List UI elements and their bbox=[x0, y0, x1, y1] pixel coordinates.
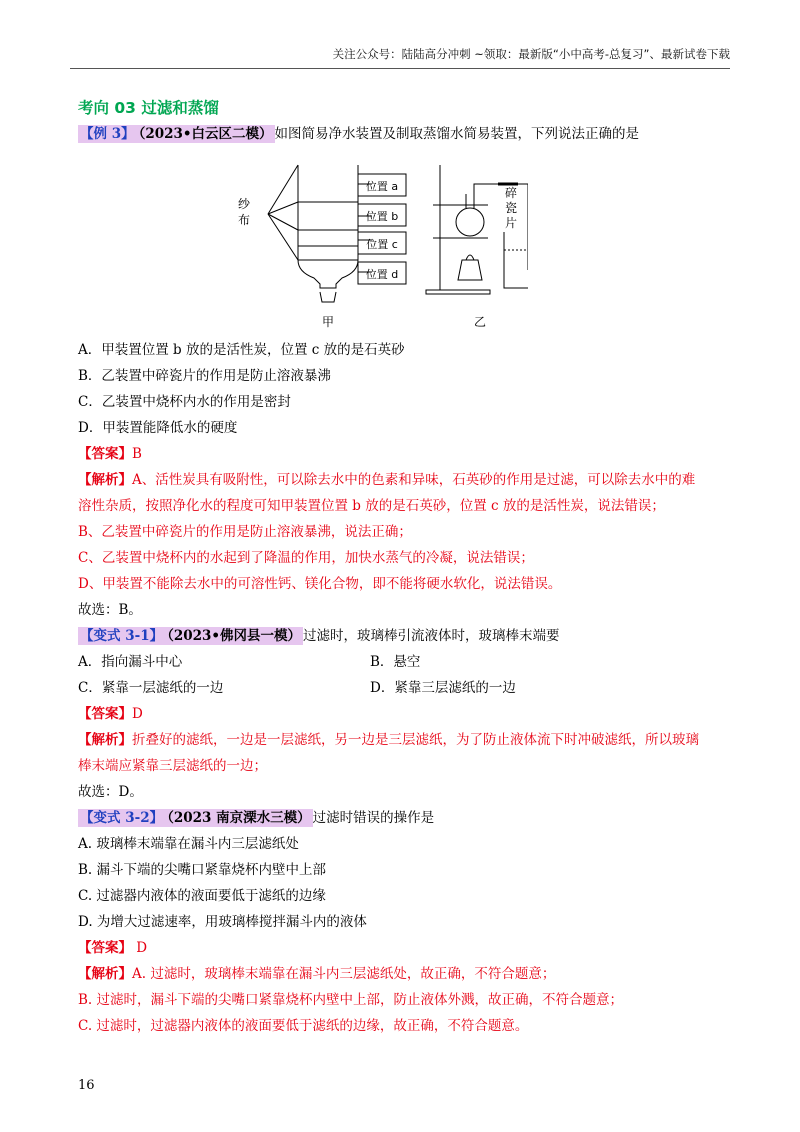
variant2-option-d: D. 为增大过滤速率，用玻璃棒搅拌漏斗内的液体 bbox=[78, 914, 367, 930]
position-a-label: 位置 a bbox=[365, 180, 399, 193]
analysis-label: 【解析】 bbox=[78, 732, 132, 748]
apparatus-figure bbox=[228, 160, 528, 330]
variant1-answer bbox=[78, 704, 143, 724]
answer-label: 【答案】 bbox=[78, 446, 132, 462]
variant1-question bbox=[78, 626, 560, 646]
variant1-question-text: 过滤时，玻璃棒引流液体时，玻璃棒末端要 bbox=[303, 628, 560, 644]
example-tag: 【例 3】 bbox=[80, 126, 135, 142]
example-analysis-line-5: D、甲装置不能除去水中的可溶性钙、镁化合物，即不能将硬水软化，说法错误。 bbox=[78, 576, 562, 592]
variant2-option-a: A. 玻璃棒末端靠在漏斗内三层滤纸处 bbox=[78, 836, 299, 852]
analysis-text: 折叠好的滤纸，一边是一层滤纸，另一边是三层滤纸，为了防止液体流下时冲破滤纸，所以玻璃 bbox=[132, 732, 699, 748]
variant2-analysis-line-3: C. 过滤时，过滤器内液体的液面要低于滤纸的边缘，故正确，不符合题意。 bbox=[78, 1018, 529, 1034]
example-option-b: B．乙装置中碎瓷片的作用是防止溶液暴沸 bbox=[78, 368, 331, 384]
page-number: 16 bbox=[78, 1078, 95, 1093]
example-option-c: C．乙装置中烧杯内水的作用是密封 bbox=[78, 394, 291, 410]
yi-label: 乙 bbox=[473, 315, 487, 329]
variant1-analysis-line-1 bbox=[78, 730, 699, 750]
example-question-text: 如图简易净水装置及制取蒸馏水简易装置，下列说法正确的是 bbox=[274, 126, 640, 142]
example-option-a: A．甲装置位置 b 放的是活性炭，位置 c 放的是石英砂 bbox=[78, 342, 405, 358]
jia-label: 甲 bbox=[321, 315, 335, 329]
example-conclusion: 故选：B。 bbox=[78, 602, 142, 618]
answer-value: D bbox=[132, 706, 143, 722]
gauze-label-vertical: 纱布 bbox=[238, 197, 251, 227]
example-analysis-line-3: B、乙装置中碎瓷片的作用是防止溶液暴沸，说法正确； bbox=[78, 524, 412, 540]
variant2-analysis-line-2: B. 过滤时，漏斗下端的尖嘴口紧靠烧杯内壁中上部，防止液体外溅，故正确，不符合题意； bbox=[78, 992, 624, 1008]
analysis-label: 【解析】 bbox=[78, 472, 132, 488]
variant1-option-a: A．指向漏斗中心 bbox=[78, 654, 183, 670]
variant2-question bbox=[78, 808, 434, 828]
variant1-tag: 【变式 3-1】 bbox=[80, 628, 164, 644]
variant2-source: （2023 南京溧水三模） bbox=[167, 810, 311, 826]
example-analysis-line-1 bbox=[78, 470, 695, 490]
answer-value: B bbox=[132, 446, 142, 462]
variant2-option-c: C. 过滤器内液体的液面要低于滤纸的边缘 bbox=[78, 888, 326, 904]
answer-value: D bbox=[132, 940, 148, 956]
variant1-conclusion: 故选：D。 bbox=[78, 784, 143, 800]
variant1-option-c: C．紧靠一层滤纸的一边 bbox=[78, 680, 224, 696]
answer-label: 【答案】 bbox=[78, 940, 132, 956]
example-question bbox=[78, 124, 639, 144]
analysis-text: A、活性炭具有吸附性，可以除去水中的色素和异味，石英砂的作用是过滤，可以除去水中的难 bbox=[132, 472, 696, 488]
header-divider bbox=[70, 68, 730, 69]
variant2-analysis-line-1 bbox=[78, 964, 555, 984]
variant2-tag: 【变式 3-2】 bbox=[80, 810, 164, 826]
example-analysis-line-4: C、乙装置中烧杯内的水起到了降温的作用，加快水蒸气的冷凝，说法错误； bbox=[78, 550, 534, 566]
example-source: （2023•白云区二模） bbox=[138, 126, 273, 142]
variant2-answer bbox=[78, 938, 147, 958]
position-d-label: 位置 d bbox=[365, 268, 399, 281]
variant1-option-d: D．紧靠三层滤纸的一边 bbox=[370, 680, 516, 696]
example-option-d: D．甲装置能降低水的硬度 bbox=[78, 420, 238, 436]
variant1-source: （2023•佛冈县一模） bbox=[167, 628, 302, 644]
variant2-option-b: B. 漏斗下端的尖嘴口紧靠烧杯内壁中上部 bbox=[78, 862, 327, 878]
example-analysis-line-2: 溶性杂质，按照净化水的程度可知甲装置位置 b 放的是石英砂，位置 c 放的是活性炭，说法错误； bbox=[78, 498, 665, 514]
analysis-label: 【解析】 bbox=[78, 966, 132, 982]
answer-label: 【答案】 bbox=[78, 706, 132, 722]
analysis-text: A. 过滤时，玻璃棒末端靠在漏斗内三层滤纸处，故正确，不符合题意； bbox=[132, 966, 556, 982]
page-header: 关注公众号：陆陆高分冲刺 ~领取：最新版“小中高考-总复习”、最新试卷下载 bbox=[332, 47, 730, 61]
section-title: 考向 03 过滤和蒸馏 bbox=[78, 99, 219, 117]
position-b-label: 位置 b bbox=[365, 210, 399, 223]
position-c-label: 位置 c bbox=[366, 238, 398, 251]
variant1-option-b: B．悬空 bbox=[370, 654, 421, 670]
variant2-question-text: 过滤时错误的操作是 bbox=[312, 810, 435, 826]
variant1-analysis-line-2: 棒末端应紧靠三层滤纸的一边； bbox=[78, 758, 267, 774]
example-answer bbox=[78, 444, 142, 464]
broken-porcelain-label: 碎瓷片 bbox=[505, 186, 518, 230]
